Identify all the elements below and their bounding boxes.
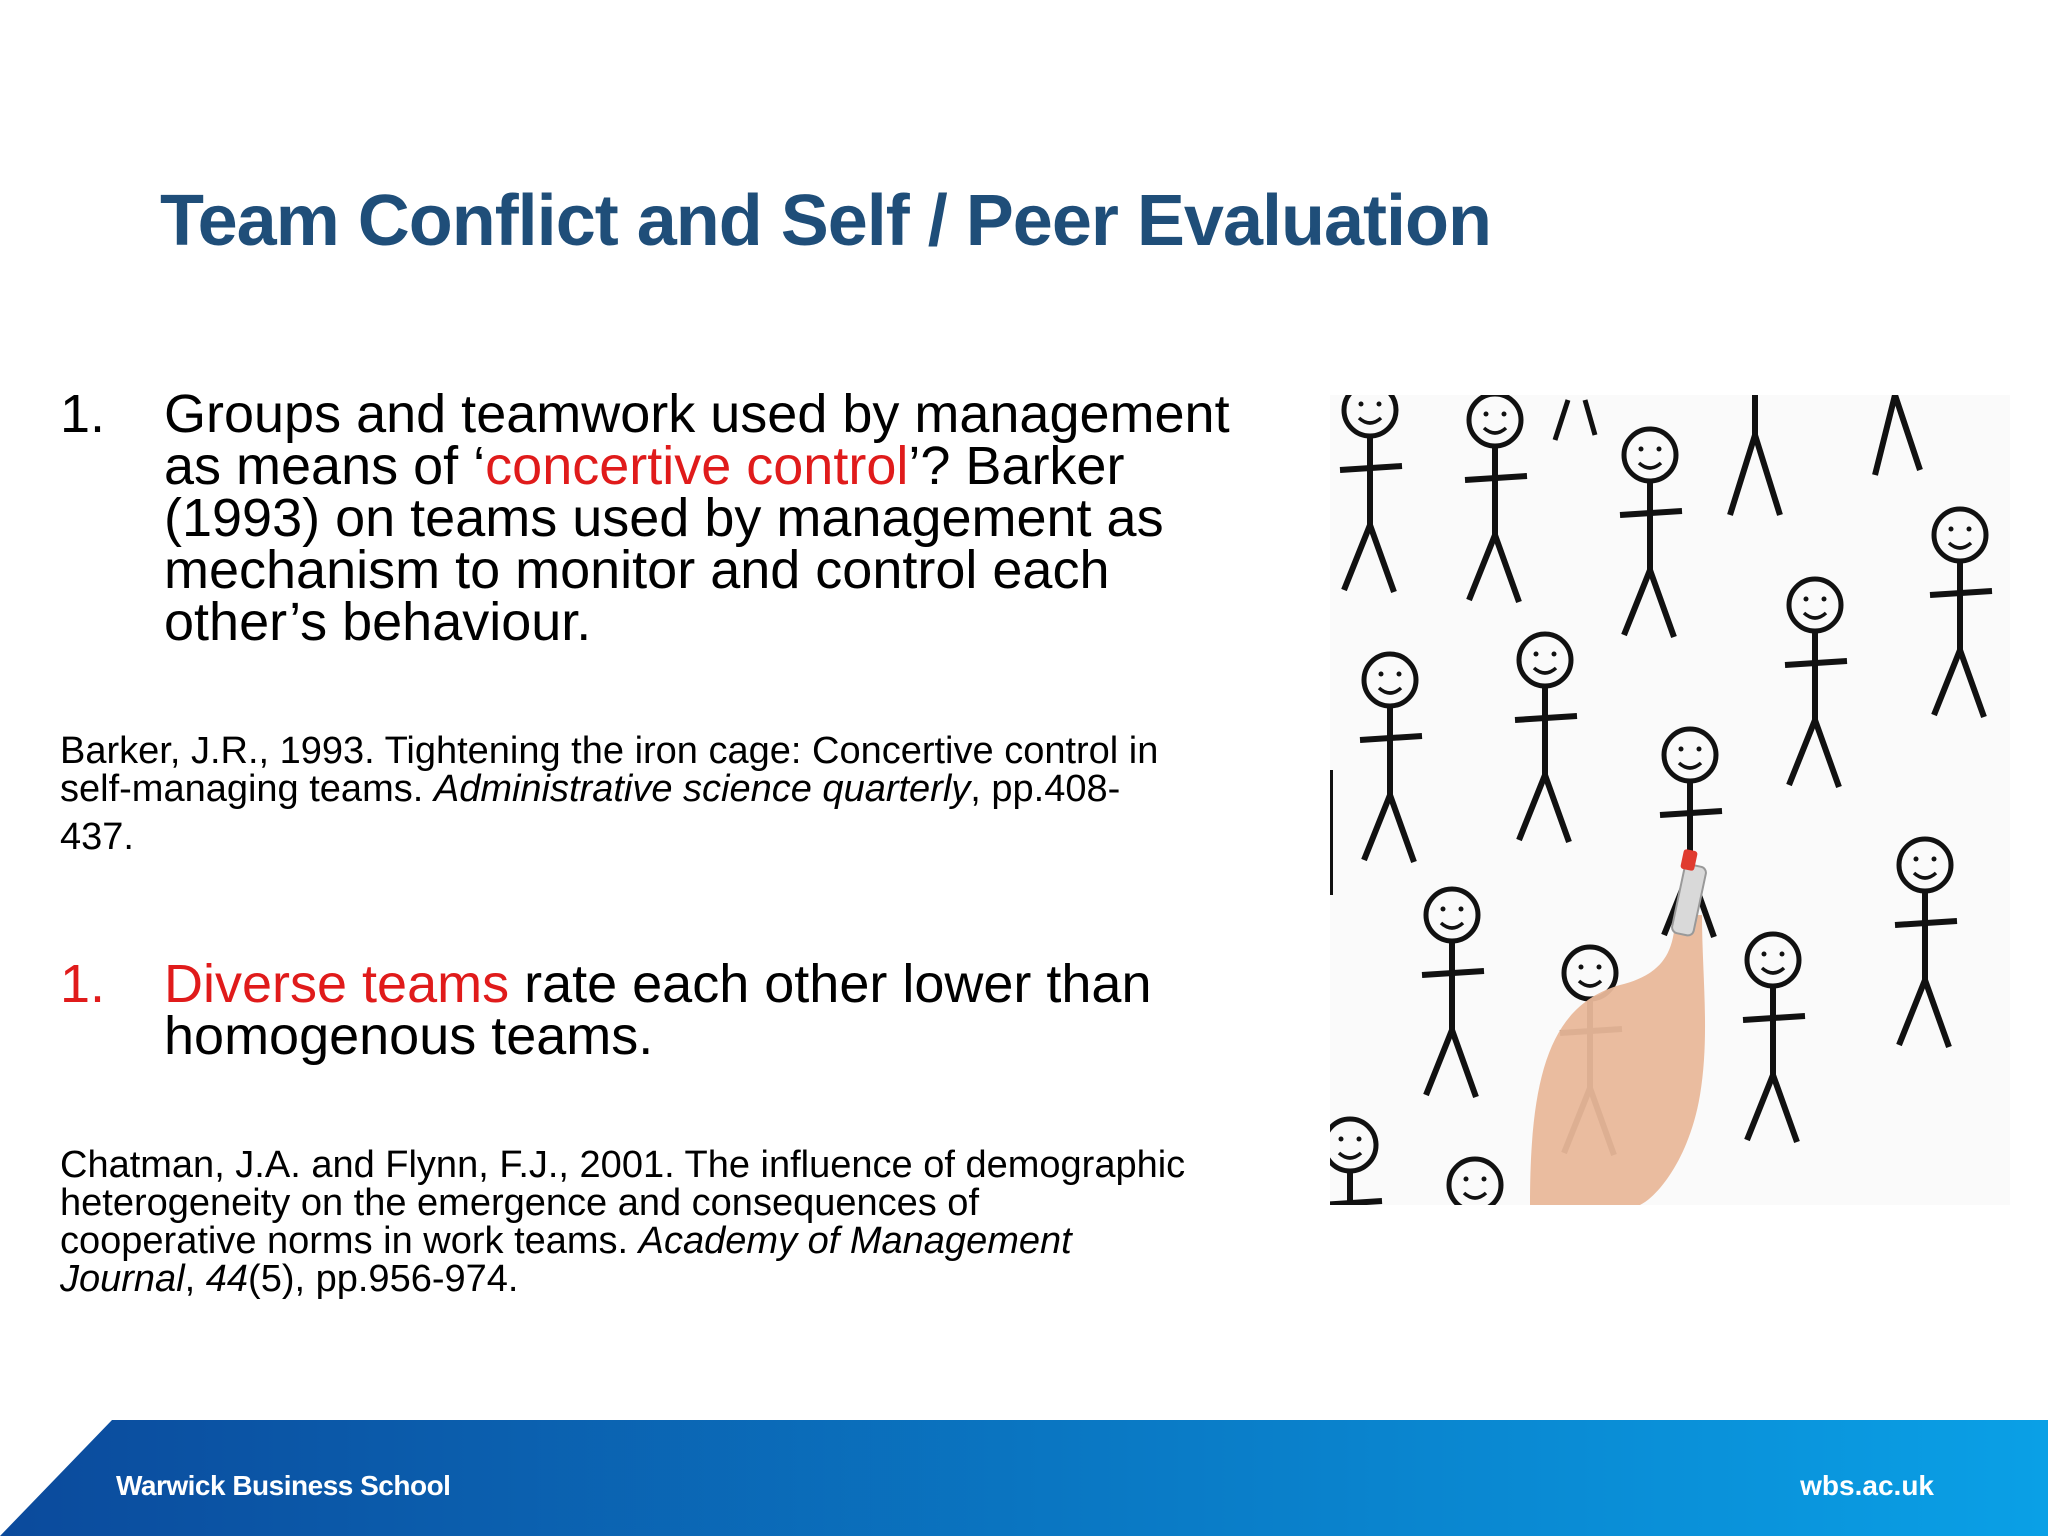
reference-line: cooperative norms in work teams. Academy of Management bbox=[60, 1220, 1072, 1262]
footer-school-name: Warwick Business School bbox=[116, 1470, 451, 1501]
bullet-number: 1. bbox=[60, 954, 106, 1014]
reference-line: 437. bbox=[60, 816, 134, 858]
bullet-line: mechanism to monitor and control each bbox=[164, 540, 1110, 600]
slide-title: Team Conflict and Self / Peer Evaluation bbox=[160, 181, 1491, 261]
bullet-line: other’s behaviour. bbox=[164, 592, 592, 652]
reference-line: Chatman, J.A. and Flynn, F.J., 2001. The influence of demographic bbox=[60, 1144, 1186, 1186]
bullet-text bbox=[164, 384, 1310, 652]
highlight-term: Diverse teams bbox=[164, 954, 510, 1014]
bullet-line: Groups and teamwork used by management bbox=[164, 384, 1230, 444]
stick-figures-illustration bbox=[1330, 395, 2010, 1205]
bullet-line: homogenous teams. bbox=[164, 1006, 654, 1066]
reference-line: self-managing teams. Administrative science quarterly, pp.408- bbox=[60, 768, 1121, 810]
bullet-text bbox=[164, 954, 1310, 1066]
bullet-number: 1. bbox=[60, 384, 106, 444]
footer-website-link[interactable]: wbs.ac.uk bbox=[1800, 1470, 1934, 1501]
bullet-point-1 bbox=[60, 384, 1310, 652]
bullet-point-2 bbox=[60, 954, 1310, 1066]
bullet-line: as means of ‘concertive control’? Barker bbox=[164, 436, 1125, 496]
highlight-term: concertive control bbox=[485, 436, 909, 496]
reference-line: Journal, 44(5), pp.956-974. bbox=[60, 1258, 519, 1300]
reference-line: heterogeneity on the emergence and consequences of bbox=[60, 1182, 979, 1224]
bullet-line: (1993) on teams used by management as bbox=[164, 488, 1164, 548]
stick-figures-icon bbox=[1330, 395, 2010, 1205]
bullet-line: Diverse teams rate each other lower than bbox=[164, 954, 1152, 1014]
reference-1 bbox=[60, 732, 1300, 856]
reference-line: Barker, J.R., 1993. Tightening the iron cage: Concertive control in bbox=[60, 730, 1159, 772]
reference-2 bbox=[60, 1146, 1300, 1298]
